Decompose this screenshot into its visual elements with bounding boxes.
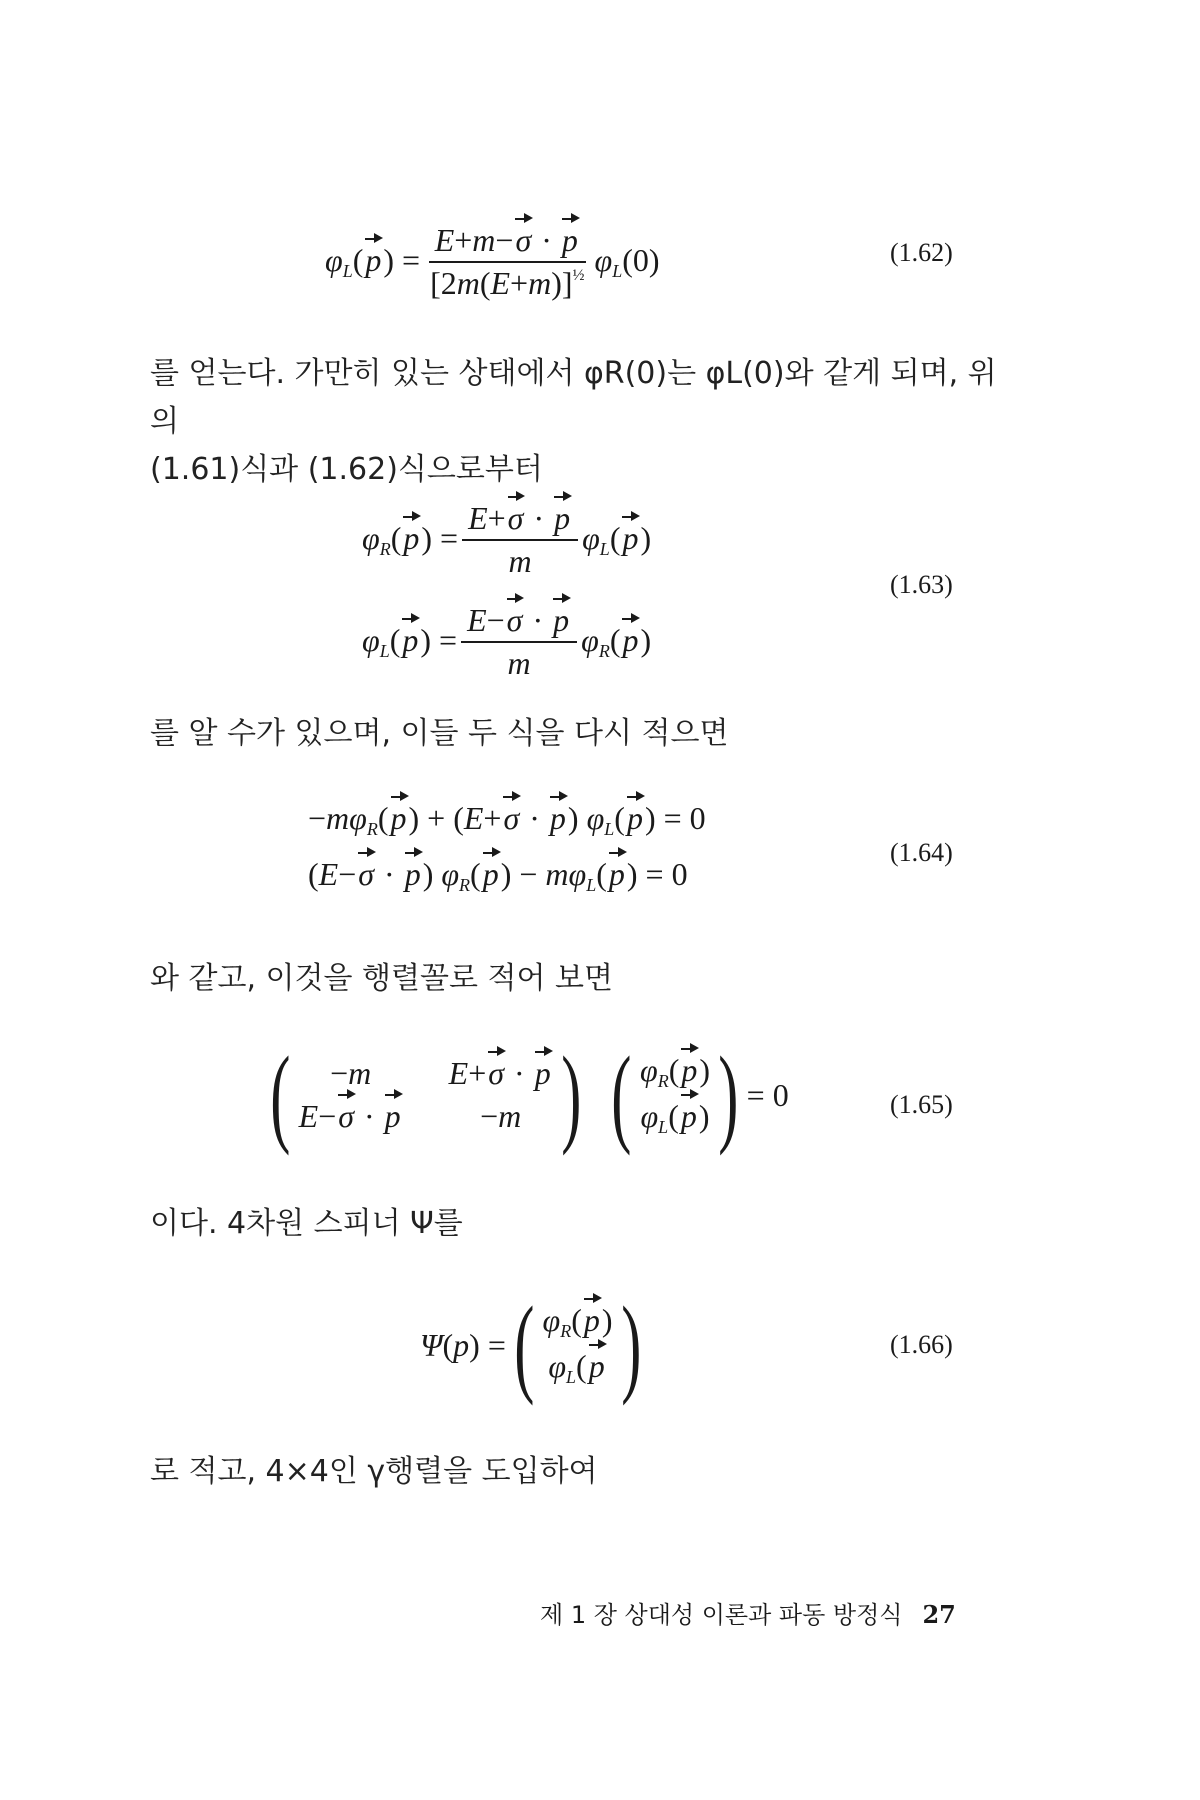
page-footer [540, 1595, 1040, 1630]
paragraph-2: 를 알 수가 있으며, 이들 두 식을 다시 적으면 [150, 716, 729, 751]
matrix-2x2: ( −m E+σ · p E−σ · p −m ) [270, 1034, 582, 1156]
column-vector: ( $\varphi_R(p)$ $\varphi_L(p)$ ) [611, 1034, 739, 1156]
equation-1-63-line-1: $\varphi_R(p)$ = $\frac{E+\sigma \cdot p}{m}$ $\varphi_L(p)$ [362, 500, 652, 579]
paragraph-4: 이다. 4차원 스피너 Ψ를 [150, 1206, 463, 1241]
equation-1-63 [362, 500, 651, 682]
equation-number-1-66: (1.66) [890, 1330, 953, 1359]
paragraph-3: 와 같고, 이것을 행렬꼴로 적어 보면 [150, 961, 613, 996]
spinor-column: ( $\varphi_R(p)$ $\varphi_L(p$ ) [514, 1284, 641, 1406]
paragraph-1 [150, 350, 1000, 494]
equation-1-64-line-2: (E−σ · p) $\varphi_R(p) - m\varphi_L(p) = 0$ [308, 856, 688, 895]
equation-1-65: ( −m E+σ · p E−σ · p −m ) ( $\varphi_R(p)$ $\varphi_L(p)$ ) = 0 [262, 1040, 789, 1150]
equation-1-64 [308, 800, 706, 896]
chapter-title: 제 1 장 상대성 이론과 파동 방정식 [540, 1601, 903, 1629]
equation-number-1-63: (1.63) [890, 570, 953, 599]
paragraph-1-line-2: (1.61)식과 (1.62)식으로부터 [150, 452, 543, 487]
equation-1-64-line-1: $-m\varphi_R(p) + (E+\sigma \cdot p) \varphi_L(p) = 0$ [308, 800, 706, 839]
paragraph-1-line-1: 를 얻는다. 가만히 있는 상태에서 φR(0)는 φL(0)와 같게 되며, 위의 [150, 356, 997, 439]
paragraph-5: 로 적고, 4×4인 γ행렬을 도입하여 [150, 1454, 598, 1489]
equation-number-1-65: (1.65) [890, 1090, 953, 1119]
equation-1-63-line-2: $\varphi_L(p)$ = $\frac{E-\sigma \cdot p}{m}$ $\varphi_R(p)$ [362, 602, 652, 681]
page-number: 27 [922, 1600, 956, 1629]
equation-1-62: $\varphi_L(p)$ = $\frac{E+m-\sigma \cdot p}{[2m(E+m)]^{\frac{1}{2}}}$ $\varphi_L(0)$ [325, 222, 660, 301]
equation-number-1-62: (1.62) [890, 238, 953, 267]
equation-1-66: Ψ(p) = ( $\varphi_R(p)$ $\varphi_L(p$ ) [420, 1290, 649, 1400]
equation-number-1-64: (1.64) [890, 838, 953, 867]
